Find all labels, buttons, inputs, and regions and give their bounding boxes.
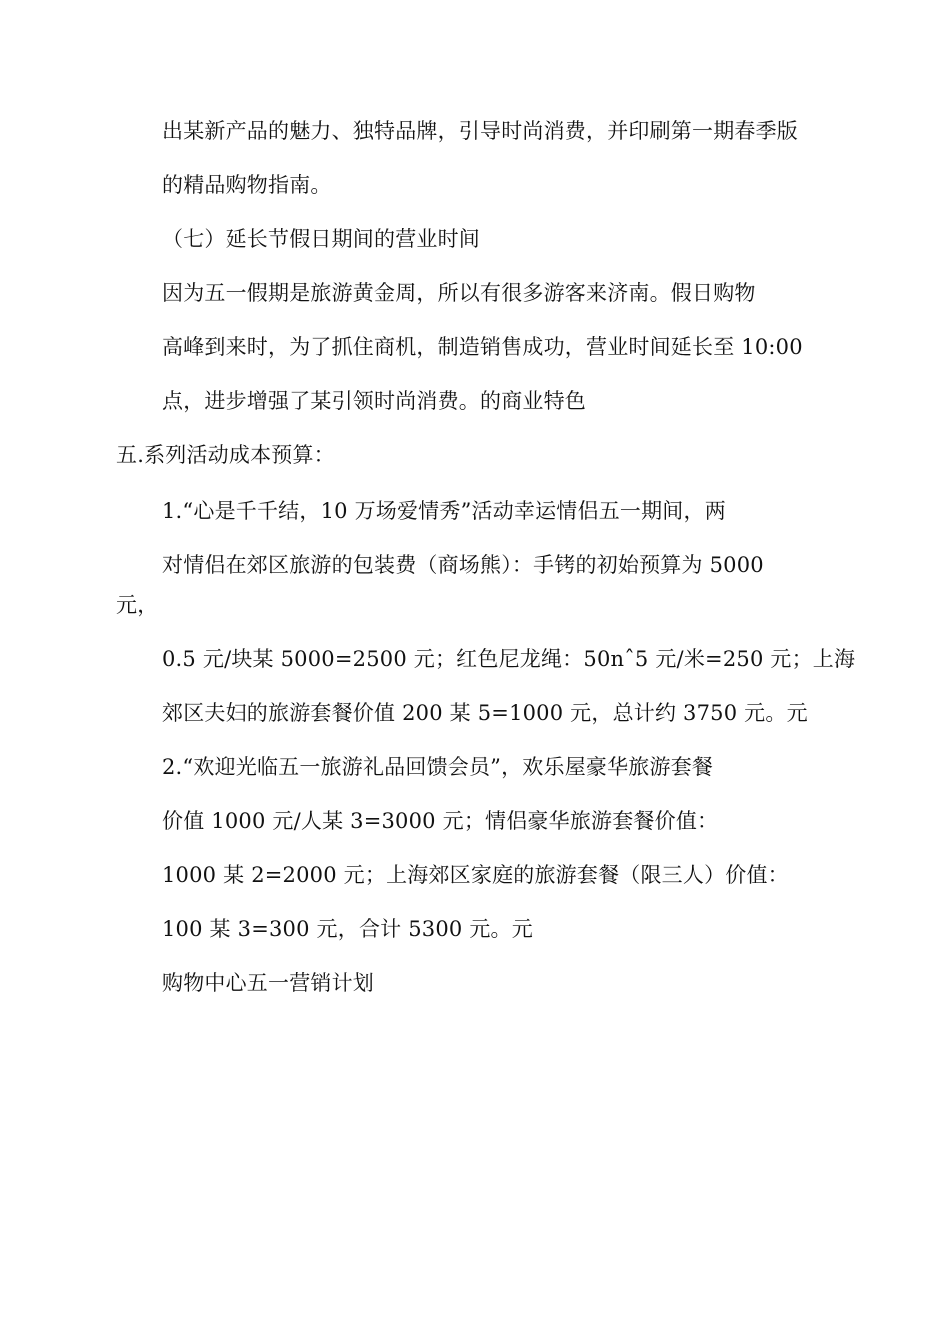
text-line: 100 某 3=300 元，合计 5300 元。元 xyxy=(162,917,533,941)
text-line: 价值 1000 元/人某 3=3000 元；情侣豪华旅游套餐价值： xyxy=(162,809,719,833)
section-heading: 五.系列活动成本预算： xyxy=(116,443,335,467)
text-line: 高峰到来时，为了抓住商机，制造销售成功，营业时间延长至 10:00 xyxy=(162,335,803,359)
text-line: 出某新产品的魅力、独特品牌，引导时尚消费，并印刷第一期春季版 xyxy=(162,119,798,143)
text-line: 元， xyxy=(116,593,159,617)
text-line: 点，进步增强了某引领时尚消费。的商业特色 xyxy=(162,389,586,413)
text-line: 因为五一假期是旅游黄金周，所以有很多游客来济南。假日购物 xyxy=(162,281,756,305)
text-line: 的精品购物指南。 xyxy=(162,173,332,197)
text-line: 对情侣在郊区旅游的包装费（商场熊）：手铐的初始预算为 5000 xyxy=(162,553,764,577)
section-heading: （七）延长节假日期间的营业时间 xyxy=(162,227,480,251)
text-line: 1000 某 2=2000 元；上海郊区家庭的旅游套餐（限三人）价值： xyxy=(162,863,789,887)
text-line: 1.“心是千千结，10 万场爱情秀”活动幸运情侣五一期间，两 xyxy=(162,499,726,523)
text-line: 2.“欢迎光临五一旅游礼品回馈会员”，欢乐屋豪华旅游套餐 xyxy=(162,755,714,779)
text-line: 0.5 元/块某 5000=2500 元；红色尼龙绳：50nˆ5 元/米=250 元；上海 xyxy=(162,647,856,671)
document-title: 购物中心五一营销计划 xyxy=(162,971,374,995)
text-line: 郊区夫妇的旅游套餐价值 200 某 5=1000 元，总计约 3750 元。元 xyxy=(162,701,808,725)
